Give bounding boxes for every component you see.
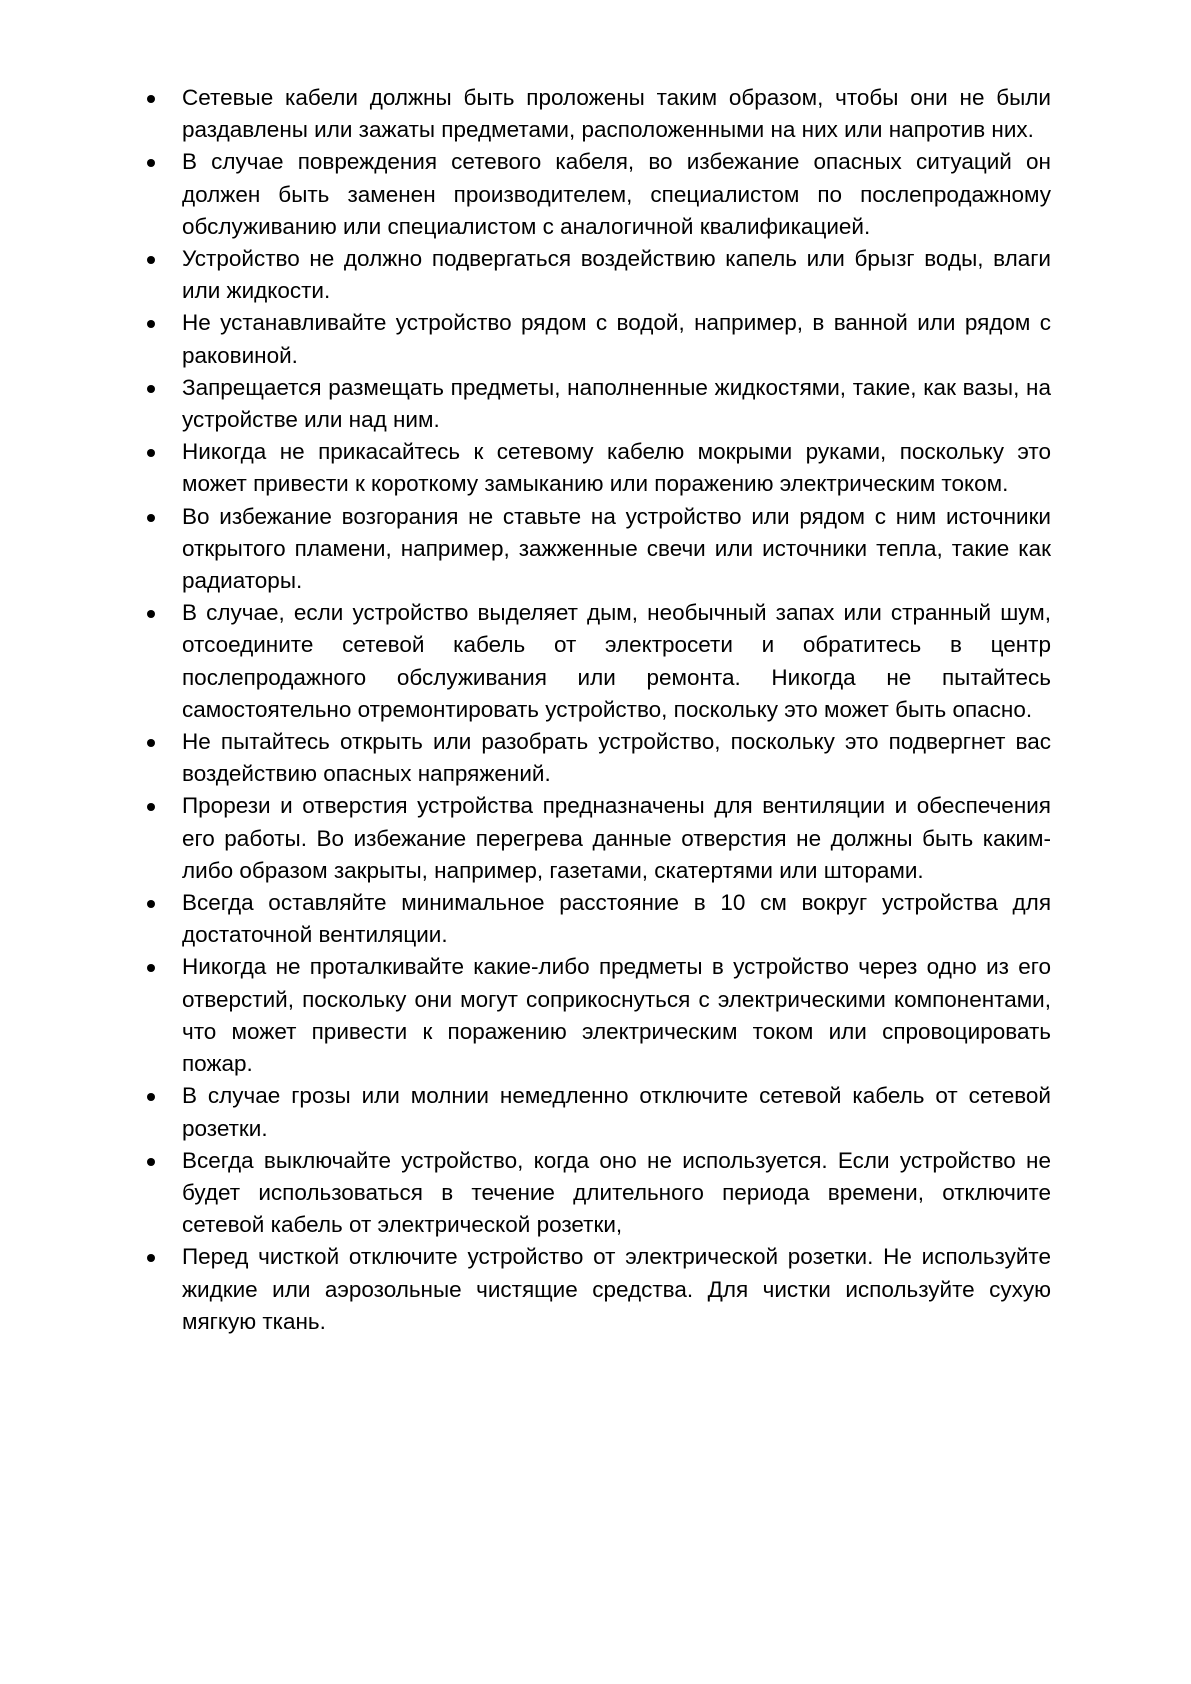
list-item [137, 501, 1051, 598]
bullet-icon [147, 803, 155, 811]
list-item [137, 307, 1051, 371]
safety-instructions-list [137, 82, 1051, 1338]
list-item [137, 1145, 1051, 1242]
list-item-text: Перед чисткой отключите устройство от электрической розетки. Не используйте жидкие или аэрозольные чистящие средства. Для чистки используйте сухую мягкую ткань. [182, 1244, 1051, 1334]
list-item [137, 436, 1051, 500]
list-item-text: В случае грозы или молнии немедленно отключите сетевой кабель от сетевой розетки. [182, 1083, 1051, 1141]
list-item [137, 726, 1051, 790]
list-item [137, 243, 1051, 307]
list-item [137, 1241, 1051, 1338]
list-item [137, 372, 1051, 436]
bullet-icon [147, 159, 155, 167]
list-item-text: В случае, если устройство выделяет дым, необычный запах или странный шум, отсоедините сетевой кабель от электросети и обратитесь в центр послепродажного обслуживания или ремонта. Никогда не пытайтесь самостоятельно отремонтировать устройство, поскольку это может быть опасно. [182, 600, 1051, 722]
bullet-icon [147, 900, 155, 908]
bullet-icon [147, 514, 155, 522]
list-item-text: Не устанавливайте устройство рядом с водой, например, в ванной или рядом с раковиной. [182, 310, 1051, 368]
list-item [137, 887, 1051, 951]
list-item [137, 951, 1051, 1080]
bullet-icon [147, 610, 155, 618]
bullet-icon [147, 449, 155, 457]
list-item [137, 790, 1051, 887]
list-item [137, 597, 1051, 726]
bullet-icon [147, 1158, 155, 1166]
list-item [137, 1080, 1051, 1144]
list-item-text: Не пытайтесь открыть или разобрать устройство, поскольку это подвергнет вас воздействию опасных напряжений. [182, 729, 1051, 787]
list-item-text: Всегда оставляйте минимальное расстояние в 10 см вокруг устройства для достаточной вентиляции. [182, 890, 1051, 948]
list-item-text: Всегда выключайте устройство, когда оно не используется. Если устройство не будет использоваться в течение длительного периода времени, отключите сетевой кабель от электрической розетки, [182, 1147, 1051, 1238]
bullet-icon [147, 739, 155, 747]
list-item-text: Сетевые кабели должны быть проложены таким образом, чтобы они не были раздавлены или зажаты предметами, расположенными на них или напротив них. [182, 85, 1051, 143]
bullet-icon [147, 256, 155, 264]
bullet-icon [147, 1254, 155, 1262]
list-item-text: Запрещается размещать предметы, наполненные жидкостями, такие, как вазы, на устройстве или над ним. [182, 374, 1051, 433]
list-item [137, 146, 1051, 243]
list-item-text: Устройство не должно подвергаться воздействию капель или брызг воды, влаги или жидкости. [182, 246, 1051, 304]
list-item-text: Прорези и отверстия устройства предназначены для вентиляции и обеспечения его работы. Во избежание перегрева данные отверстия не должны быть каким-либо образом закрыты, например, газетами, скатертями или шторами. [182, 793, 1051, 883]
list-item-text: Во избежание возгорания не ставьте на устройство или рядом с ним источники открытого пламени, например, зажженные свечи или источники тепла, такие как радиаторы. [182, 503, 1051, 594]
list-item-text: Никогда не проталкивайте какие-либо предметы в устройство через одно из его отверстий, поскольку они могут соприкоснуться с электрическими компонентами, что может привести к поражению электрическим током или спровоцировать пожар. [182, 954, 1051, 1077]
list-item-text: Никогда не прикасайтесь к сетевому кабелю мокрыми руками, поскольку это может привести к короткому замыканию или поражению электрическим током. [182, 439, 1051, 497]
bullet-icon [147, 1093, 155, 1101]
bullet-icon [147, 95, 155, 103]
list-item-text: В случае повреждения сетевого кабеля, во избежание опасных ситуаций он должен быть заменен производителем, специалистом по послепродажному обслуживанию или специалистом с аналогичной квалификацией. [182, 149, 1051, 239]
bullet-icon [147, 385, 155, 393]
bullet-icon [147, 320, 155, 328]
bullet-icon [147, 964, 155, 972]
list-item [137, 82, 1051, 146]
